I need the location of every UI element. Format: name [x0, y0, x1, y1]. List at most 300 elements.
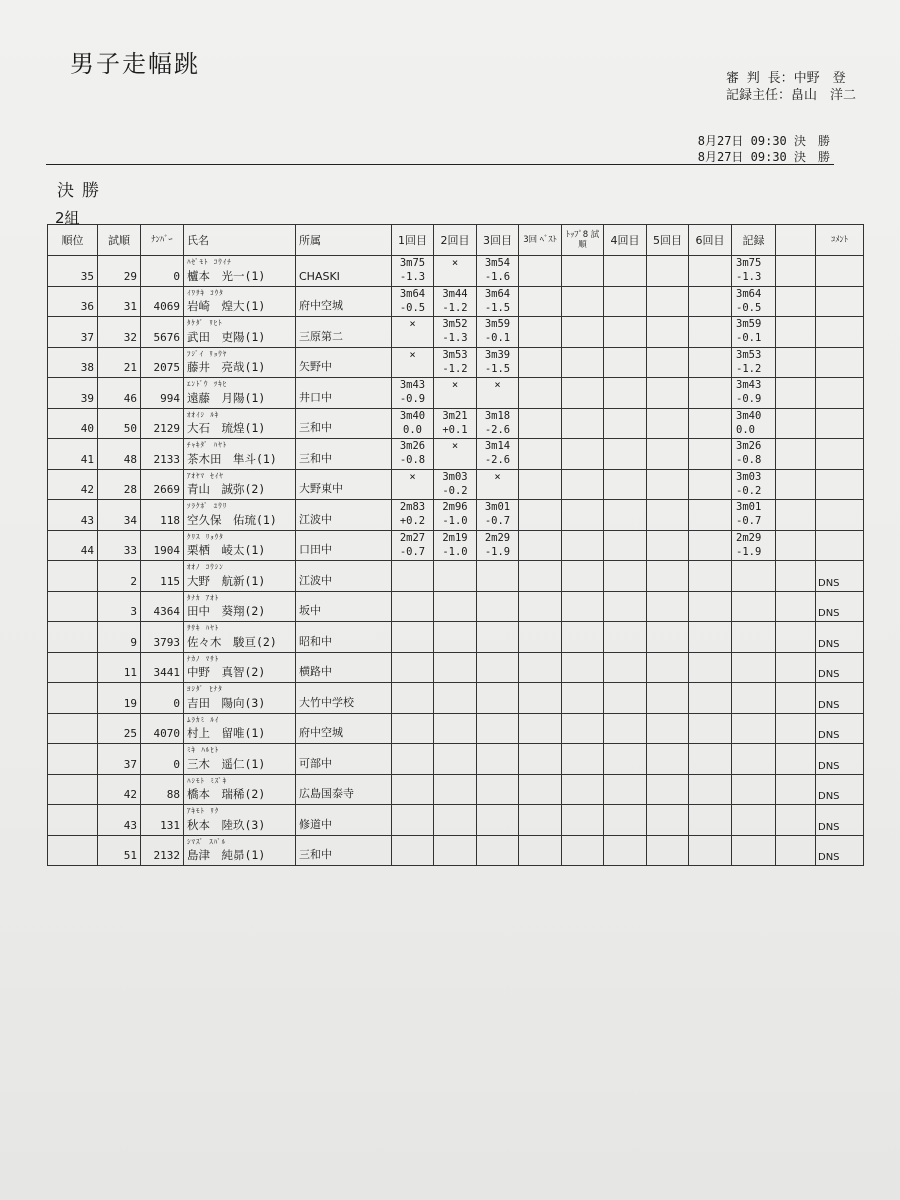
- affiliation-cell: 口田中: [296, 530, 392, 561]
- attempt-mark: 2m27: [399, 531, 426, 544]
- attempt-5-cell: [647, 591, 689, 622]
- bib-cell: 5676: [141, 317, 184, 348]
- name-kana: ｸﾘｽ ﾘｮｳﾀ: [187, 532, 224, 541]
- table-row: [48, 378, 864, 409]
- attempt-5-cell: [647, 561, 689, 592]
- order-cell: 3: [98, 591, 141, 622]
- blank-cell: [776, 500, 816, 531]
- best3-cell: [519, 774, 562, 805]
- record-wind: -0.8: [736, 454, 762, 466]
- attempt-1-cell: [392, 744, 434, 775]
- name-kana: ｱｵﾔﾏ ｾｲﾔ: [187, 471, 224, 480]
- attempt-3-cell: [477, 805, 519, 836]
- blank-cell: [776, 591, 816, 622]
- attempt-5-cell: [647, 744, 689, 775]
- order-cell: 11: [98, 652, 141, 683]
- attempt-mark: [477, 805, 518, 819]
- affiliation-cell: 昭和中: [296, 622, 392, 653]
- col-attempt-5: 5回目: [647, 225, 689, 256]
- top8-order-cell: [562, 774, 604, 805]
- attempt-mark: 3m64: [484, 287, 511, 300]
- record-cell: [732, 561, 776, 592]
- record-wind: -0.1: [736, 332, 762, 344]
- attempt-3-cell: [477, 561, 519, 592]
- attempt-mark: [434, 622, 476, 636]
- attempt-4-cell: [604, 805, 647, 836]
- best3-cell: [519, 347, 562, 378]
- attempt-6-cell: [689, 835, 732, 866]
- attempt-3-cell: [477, 835, 519, 866]
- attempt-mark: 2m29: [484, 531, 511, 544]
- wind-value: -0.5: [399, 301, 426, 314]
- recorder-line: 記録主任：畠山 洋二: [725, 88, 856, 103]
- record-mark: 3m75: [736, 257, 762, 269]
- bib-cell: 4070: [141, 713, 184, 744]
- name-cell: [184, 347, 296, 378]
- top8-order-cell: [562, 347, 604, 378]
- wind-value: -0.2: [442, 484, 468, 497]
- best3-cell: [519, 805, 562, 836]
- record-wind: -1.2: [736, 362, 762, 375]
- record-cell: [732, 286, 776, 317]
- attempt-5-cell: [647, 683, 689, 714]
- attempt-5-cell: [647, 774, 689, 805]
- affiliation-cell: 三和中: [296, 835, 392, 866]
- affiliation-cell: 江波中: [296, 500, 392, 531]
- table-row: [48, 683, 864, 714]
- order-cell: 31: [98, 286, 141, 317]
- wind-value: [477, 728, 518, 742]
- best3-cell: [519, 469, 562, 500]
- top8-order-cell: [562, 561, 604, 592]
- attempt-4-cell: [604, 713, 647, 744]
- attempt-mark: [477, 714, 518, 728]
- wind-value: +0.2: [399, 515, 426, 527]
- order-cell: 51: [98, 835, 141, 866]
- wind-value: 0.0: [403, 423, 422, 436]
- wind-value: [392, 758, 433, 772]
- event-title: 男子走幅跳: [70, 50, 200, 78]
- record-mark: 3m59: [736, 318, 762, 330]
- attempt-6-cell: [689, 713, 732, 744]
- table-row: [48, 652, 864, 683]
- attempt-1-cell: [392, 500, 434, 531]
- athlete-name: 吉田 陽向(3): [187, 695, 266, 710]
- attempt-2-cell: [434, 256, 477, 287]
- col-attempt-1: 1回目: [392, 225, 434, 256]
- bib-cell: 0: [141, 683, 184, 714]
- attempt-4-cell: [604, 286, 647, 317]
- record-wind: 0.0: [736, 423, 755, 436]
- record-wind: [736, 636, 775, 650]
- attempt-mark: 2m83: [399, 501, 426, 513]
- attempt-mark: 3m75: [399, 257, 426, 269]
- attempt-5-cell: [647, 835, 689, 866]
- best3-cell: [519, 713, 562, 744]
- athlete-name: 武田 吏陽(1): [187, 329, 266, 344]
- attempt-6-cell: [689, 256, 732, 287]
- name-cell: [184, 561, 296, 592]
- bib-cell: 0: [141, 256, 184, 287]
- name-kana: ｵｵﾉ ｺｳｼﾝ: [187, 563, 224, 571]
- attempt-mark: 3m52: [442, 318, 468, 330]
- wind-value: [434, 606, 476, 620]
- record-wind: -1.9: [736, 545, 762, 558]
- wind-value: [392, 484, 433, 498]
- attempt-4-cell: [604, 622, 647, 653]
- wind-value: [477, 850, 518, 864]
- attempt-6-cell: [689, 500, 732, 531]
- wind-value: [392, 697, 433, 711]
- attempt-4-cell: [604, 256, 647, 287]
- attempt-5-cell: [647, 622, 689, 653]
- best3-cell: [519, 530, 562, 561]
- attempt-1-cell: [392, 347, 434, 378]
- record-mark: [736, 622, 775, 636]
- attempt-1-cell: [392, 774, 434, 805]
- blank-cell: [776, 835, 816, 866]
- record-mark: [736, 592, 775, 606]
- athlete-name: 秋本 陸玖(3): [187, 817, 266, 832]
- top8-order-cell: [562, 469, 604, 500]
- record-wind: [736, 697, 775, 711]
- blank-cell: [776, 805, 816, 836]
- attempt-mark: [392, 653, 433, 667]
- col-rank: 順位: [48, 225, 98, 256]
- attempt-3-cell: [477, 500, 519, 531]
- table-row: [48, 561, 864, 592]
- blank-cell: [776, 256, 816, 287]
- attempt-6-cell: [689, 744, 732, 775]
- col-blank: [776, 225, 816, 256]
- attempt-5-cell: [647, 439, 689, 470]
- record-mark: [736, 805, 775, 819]
- top8-order-cell: [562, 652, 604, 683]
- comment-cell: [816, 256, 864, 287]
- order-cell: 2: [98, 561, 141, 592]
- wind-value: +0.1: [442, 423, 468, 436]
- officials-block: [726, 70, 856, 104]
- attempt-4-cell: [604, 683, 647, 714]
- attempt-5-cell: [647, 805, 689, 836]
- record-cell: [732, 591, 776, 622]
- athlete-name: 橋本 瑞稀(2): [187, 787, 266, 801]
- attempt-mark: 3m59: [484, 318, 511, 330]
- wind-value: -1.5: [484, 301, 511, 314]
- col-attempt-4: 4回目: [604, 225, 647, 256]
- rank-cell: [48, 805, 98, 836]
- record-cell: [732, 439, 776, 470]
- record-cell: [732, 835, 776, 866]
- order-cell: 50: [98, 408, 141, 439]
- comment-cell: [816, 530, 864, 561]
- wind-value: -2.6: [484, 423, 511, 436]
- attempt-2-cell: [434, 530, 477, 561]
- wind-value: [392, 606, 433, 620]
- record-cell: [732, 256, 776, 287]
- record-cell: [732, 347, 776, 378]
- record-mark: 3m01: [736, 501, 762, 513]
- col-attempt-6: 6回目: [689, 225, 732, 256]
- schedule-line: 8月27日 09:30 決 勝: [697, 150, 830, 164]
- name-cell: [184, 652, 296, 683]
- attempt-1-cell: [392, 805, 434, 836]
- attempt-2-cell: [434, 378, 477, 409]
- attempt-1-cell: [392, 835, 434, 866]
- record-cell: [732, 744, 776, 775]
- best3-cell: [519, 561, 562, 592]
- record-mark: 3m53: [736, 348, 762, 361]
- attempt-3-cell: [477, 317, 519, 348]
- round-title: 決勝: [57, 181, 107, 201]
- name-cell: [184, 683, 296, 714]
- blank-cell: [776, 317, 816, 348]
- record-cell: [732, 774, 776, 805]
- attempt-2-cell: [434, 622, 477, 653]
- blank-cell: [776, 439, 816, 470]
- attempt-mark: [434, 592, 476, 606]
- attempt-mark: 3m53: [442, 348, 468, 361]
- bib-cell: 118: [141, 500, 184, 531]
- attempt-5-cell: [647, 500, 689, 531]
- order-cell: 28: [98, 469, 141, 500]
- name-cell: [184, 744, 296, 775]
- top8-order-cell: [562, 530, 604, 561]
- wind-value: [392, 728, 433, 742]
- record-wind: [736, 789, 775, 803]
- name-kana: ﾅｶﾉ ﾏｻﾄ: [187, 654, 220, 663]
- blank-cell: [776, 530, 816, 561]
- affiliation-cell: 江波中: [296, 561, 392, 592]
- top8-order-cell: [562, 439, 604, 470]
- results-table: [47, 224, 864, 866]
- wind-value: -1.0: [442, 515, 468, 527]
- attempt-mark: [392, 622, 433, 636]
- order-cell: 46: [98, 378, 141, 409]
- attempt-2-cell: [434, 652, 477, 683]
- attempt-6-cell: [689, 683, 732, 714]
- rank-cell: [48, 713, 98, 744]
- attempt-4-cell: [604, 408, 647, 439]
- record-cell: [732, 408, 776, 439]
- bib-cell: 2075: [141, 347, 184, 378]
- attempt-mark: [477, 561, 518, 575]
- attempt-4-cell: [604, 835, 647, 866]
- top8-order-cell: [562, 256, 604, 287]
- attempt-4-cell: [604, 744, 647, 775]
- wind-value: -1.6: [484, 271, 511, 283]
- attempt-4-cell: [604, 439, 647, 470]
- record-mark: 3m26: [736, 440, 762, 452]
- affiliation-cell: 府中空城: [296, 713, 392, 744]
- wind-value: [477, 392, 518, 406]
- comment-cell: [816, 439, 864, 470]
- attempt-mark: 3m44: [442, 287, 468, 300]
- attempt-mark: 3m26: [399, 440, 426, 452]
- order-cell: 32: [98, 317, 141, 348]
- best3-cell: [519, 591, 562, 622]
- record-cell: [732, 530, 776, 561]
- record-mark: 3m03: [736, 470, 762, 483]
- name-kana: ﾖｼﾀﾞ ﾋﾅﾀ: [187, 685, 223, 693]
- bib-cell: 115: [141, 561, 184, 592]
- blank-cell: [776, 744, 816, 775]
- col-bib: ﾅﾝﾊﾞｰ: [141, 225, 184, 256]
- blank-cell: [776, 622, 816, 653]
- attempt-4-cell: [604, 378, 647, 409]
- top8-order-cell: [562, 591, 604, 622]
- attempt-5-cell: [647, 652, 689, 683]
- order-cell: 19: [98, 683, 141, 714]
- attempt-1-cell: [392, 378, 434, 409]
- wind-value: [392, 331, 433, 345]
- athlete-name: 三木 遥仁(1): [187, 756, 266, 771]
- record-mark: [736, 836, 775, 850]
- attempt-5-cell: [647, 347, 689, 378]
- bib-cell: 3793: [141, 622, 184, 653]
- attempt-6-cell: [689, 408, 732, 439]
- affiliation-cell: 三和中: [296, 439, 392, 470]
- name-cell: [184, 622, 296, 653]
- attempt-mark: ×: [451, 440, 459, 452]
- comment-cell: [816, 378, 864, 409]
- athlete-name: 村上 留唯(1): [187, 726, 266, 740]
- attempt-mark: [434, 561, 476, 575]
- table-row: [48, 713, 864, 744]
- name-cell: [184, 256, 296, 287]
- rank-cell: [48, 774, 98, 805]
- attempt-5-cell: [647, 713, 689, 744]
- best3-cell: [519, 378, 562, 409]
- order-cell: 34: [98, 500, 141, 531]
- wind-value: [434, 636, 476, 650]
- attempt-1-cell: [392, 469, 434, 500]
- blank-cell: [776, 378, 816, 409]
- name-cell: [184, 835, 296, 866]
- attempt-1-cell: [392, 408, 434, 439]
- record-mark: [736, 775, 775, 789]
- affiliation-cell: 広島国泰寺: [296, 774, 392, 805]
- rank-cell: 41: [48, 439, 98, 470]
- record-wind: -0.9: [736, 393, 762, 405]
- athlete-name: 中野 真智(2): [187, 665, 266, 679]
- comment-cell: [816, 469, 864, 500]
- attempt-mark: 3m01: [484, 501, 511, 513]
- record-cell: [732, 683, 776, 714]
- best3-cell: [519, 286, 562, 317]
- attempt-mark: [434, 805, 476, 819]
- record-mark: [736, 714, 775, 728]
- athlete-name: 空久保 佑琉(1): [187, 512, 277, 527]
- attempt-3-cell: [477, 439, 519, 470]
- comment-cell: DNS: [816, 591, 864, 622]
- rank-cell: 35: [48, 256, 98, 287]
- record-wind: [736, 575, 775, 589]
- bib-cell: 2669: [141, 469, 184, 500]
- affiliation-cell: 矢野中: [296, 347, 392, 378]
- attempt-mark: [392, 561, 433, 575]
- attempt-4-cell: [604, 469, 647, 500]
- col-name: 氏名: [184, 225, 296, 256]
- attempt-mark: 3m14: [484, 440, 511, 452]
- order-cell: 21: [98, 347, 141, 378]
- attempt-mark: [392, 836, 433, 850]
- col-record: 記録: [732, 225, 776, 256]
- attempt-mark: ×: [409, 318, 416, 330]
- header-row: [48, 225, 864, 256]
- attempt-1-cell: [392, 439, 434, 470]
- top8-order-cell: [562, 378, 604, 409]
- table-row: [48, 469, 864, 500]
- affiliation-cell: 三和中: [296, 408, 392, 439]
- wind-value: -1.5: [484, 362, 511, 375]
- record-wind: [736, 850, 775, 864]
- name-cell: [184, 500, 296, 531]
- col-attempt-2: 2回目: [434, 225, 477, 256]
- attempt-4-cell: [604, 774, 647, 805]
- wind-value: -1.3: [442, 332, 468, 344]
- best3-cell: [519, 652, 562, 683]
- attempt-mark: 3m03: [442, 470, 468, 483]
- wind-value: [434, 392, 476, 406]
- bib-cell: 2129: [141, 408, 184, 439]
- table-row: [48, 835, 864, 866]
- record-mark: 2m29: [736, 531, 762, 544]
- name-cell: [184, 774, 296, 805]
- rank-cell: 43: [48, 500, 98, 531]
- attempt-mark: [477, 592, 518, 606]
- attempt-4-cell: [604, 561, 647, 592]
- bib-cell: 0: [141, 744, 184, 775]
- attempt-6-cell: [689, 469, 732, 500]
- athlete-name: 岩崎 煌大(1): [187, 299, 266, 313]
- affiliation-cell: 三原第二: [296, 317, 392, 348]
- athlete-name: 藤井 亮哉(1): [187, 360, 266, 374]
- rank-cell: [48, 744, 98, 775]
- attempt-mark: [434, 683, 476, 697]
- attempt-mark: [392, 683, 433, 697]
- attempt-4-cell: [604, 500, 647, 531]
- record-wind: [736, 819, 775, 833]
- blank-cell: [776, 561, 816, 592]
- rank-cell: 36: [48, 286, 98, 317]
- attempt-4-cell: [604, 530, 647, 561]
- affiliation-cell: 修道中: [296, 805, 392, 836]
- affiliation-cell: CHASKI: [296, 256, 392, 287]
- record-wind: -0.7: [736, 515, 762, 527]
- name-cell: [184, 317, 296, 348]
- affiliation-cell: 坂中: [296, 591, 392, 622]
- comment-cell: DNS: [816, 805, 864, 836]
- athlete-name: 大石 琉煌(1): [187, 421, 266, 435]
- comment-cell: DNS: [816, 744, 864, 775]
- name-cell: [184, 469, 296, 500]
- name-cell: [184, 713, 296, 744]
- attempt-mark: ×: [451, 257, 459, 269]
- order-cell: 29: [98, 256, 141, 287]
- top8-order-cell: [562, 744, 604, 775]
- attempt-3-cell: [477, 683, 519, 714]
- top8-order-cell: [562, 683, 604, 714]
- bib-cell: 994: [141, 378, 184, 409]
- name-cell: [184, 408, 296, 439]
- name-kana: ﾀｹﾀﾞ ﾘﾋﾄ: [187, 319, 223, 327]
- wind-value: [392, 850, 433, 864]
- rank-cell: [48, 835, 98, 866]
- attempt-mark: ×: [494, 379, 501, 391]
- attempt-2-cell: [434, 500, 477, 531]
- rank-cell: [48, 591, 98, 622]
